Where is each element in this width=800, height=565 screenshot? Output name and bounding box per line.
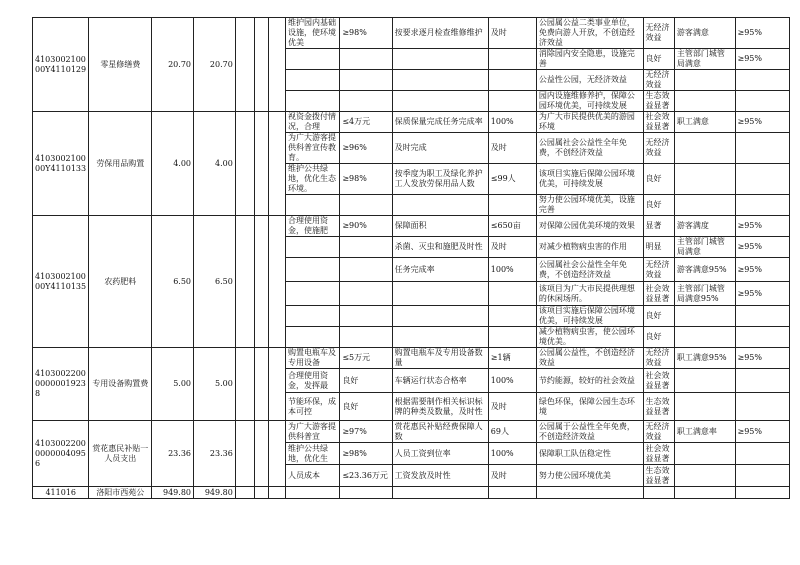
project-amount: 20.70 [194,18,236,112]
indicator-cell: ≥90% [340,216,392,237]
indicator-cell: 无经济效益 [643,258,674,282]
indicator-cell [340,70,392,91]
empty-cell [285,487,339,499]
indicator-cell: 主管部门城管局满意 [674,237,735,258]
indicator-cell [285,237,339,258]
indicator-cell: 生态效益显著 [643,465,674,487]
project-amount: 6.50 [194,216,236,348]
indicator-cell: 社会效益显著 [643,112,674,133]
indicator-cell: 赏花惠民补贴经费保障人数 [392,421,488,443]
indicator-cell: 该项目为广大市民提供理想的休闲场所。 [536,282,643,306]
indicator-cell: 对减少植物病虫害的作用 [536,237,643,258]
indicator-cell: 显著 [643,216,674,237]
empty-cell [254,421,269,487]
empty-cell [235,421,254,487]
indicator-cell: 公园属社会公益性全年免费，不创经济效益 [536,133,643,164]
indicator-cell [674,91,735,112]
indicator-cell: ≥95% [735,18,789,49]
indicator-cell: 公园属于公益性全年免费，不创造经济效益 [536,421,643,443]
indicator-cell [674,195,735,216]
indicator-cell: 节能环保，成本可控 [285,393,339,421]
project-amount: 6.50 [152,216,194,348]
project-name: 农药肥料 [89,216,152,348]
indicator-cell: 合理使用资金，使施肥 [285,216,339,237]
indicator-cell: 公园属社会公益性全年免费，不创造经济效益 [536,258,643,282]
indicator-cell [392,49,488,70]
indicator-cell: 及时 [488,133,536,164]
project-amount: 4.00 [152,112,194,216]
empty-cell [254,348,269,421]
indicator-cell [488,327,536,348]
empty-cell [340,487,392,499]
indicator-cell: 游客满意95% [674,258,735,282]
project-amount: 20.70 [152,18,194,112]
project-name: 劳保用品购置 [89,112,152,216]
empty-cell [488,487,536,499]
indicator-cell: 良好 [643,306,674,327]
project-amount: 5.00 [152,348,194,421]
project-amount: 23.36 [194,421,236,487]
indicator-cell [488,70,536,91]
indicator-cell: 人员成本 [285,465,339,487]
indicator-cell: 努力使公园环境优美 [536,465,643,487]
indicator-cell: ≥95% [735,282,789,306]
indicator-cell [392,327,488,348]
indicator-cell: 任务完成率 [392,258,488,282]
indicator-cell: 69人 [488,421,536,443]
indicator-cell [735,465,789,487]
indicator-cell: 100% [488,443,536,465]
footer-name: 洛阳市西苑公 [89,487,152,499]
indicator-cell: 保质保量完成任务完成率 [392,112,488,133]
table-row [33,348,790,369]
indicator-cell [488,282,536,306]
total-row [33,487,790,499]
empty-cell [269,216,286,348]
project-name: 专用设备购置费 [89,348,152,421]
indicator-cell [340,282,392,306]
table-row [33,18,790,49]
indicator-cell: 对保障公园优美环境的效果 [536,216,643,237]
indicator-cell: 购置电瓶车及专用设备 [285,348,339,369]
indicator-cell [285,49,339,70]
indicator-cell: 车辆运行状态合格率 [392,369,488,393]
table-row [33,421,790,443]
indicator-cell: 及时 [488,465,536,487]
indicator-cell: 100% [488,369,536,393]
indicator-cell: 及时完成 [392,133,488,164]
indicator-cell [735,133,789,164]
indicator-cell: 良好 [340,393,392,421]
indicator-cell: 良好 [643,327,674,348]
indicator-cell: 该项目实施后保障公园环境优美，可持续发展 [536,306,643,327]
indicator-cell: 按季度为职工及绿化养护工人发放劳保用品人数 [392,164,488,195]
indicator-cell [285,70,339,91]
project-amount: 5.00 [194,348,236,421]
project-amount: 4.00 [194,112,236,216]
indicator-cell [392,91,488,112]
indicator-cell: 根据需要制作相关标识标牌的种类及数量，及时性 [392,393,488,421]
table-row [33,112,790,133]
indicator-cell [285,306,339,327]
project-code: 410300210000Y4110133 [33,112,89,216]
indicator-cell: 100% [488,112,536,133]
indicator-cell [340,258,392,282]
empty-cell [269,487,286,499]
indicator-cell: 游客满度 [674,216,735,237]
indicator-cell: 工资发放及时性 [392,465,488,487]
indicator-cell: 保障职工队伍稳定性 [536,443,643,465]
indicator-cell: ≤23.36万元 [340,465,392,487]
empty-cell [269,18,286,112]
indicator-cell: 明显 [643,237,674,258]
indicator-cell: ≤4万元 [340,112,392,133]
indicator-cell: 良好 [643,49,674,70]
project-name: 零星修缮费 [89,18,152,112]
empty-cell [674,487,735,499]
indicator-cell [735,327,789,348]
empty-cell [235,112,254,216]
indicator-cell: 园内设施维修养护，保障公园环境优美，可持续发展 [536,91,643,112]
indicator-cell [340,91,392,112]
indicator-cell: 维护园内基础设施，使环境优美 [285,18,339,49]
indicator-cell: 及时 [488,237,536,258]
indicator-cell: 无经济效益 [643,133,674,164]
indicator-cell [285,91,339,112]
indicator-cell [674,393,735,421]
empty-cell [254,18,269,112]
indicator-cell: ≥95% [735,237,789,258]
indicator-cell [735,443,789,465]
indicator-cell [674,327,735,348]
indicator-cell [488,49,536,70]
indicator-cell: 公园属公益二类事业单位，免费向游人开放，不创造经济效益 [536,18,643,49]
indicator-cell: 维护公共绿地，优化生态环境。 [285,164,339,195]
indicator-cell [285,327,339,348]
empty-cell [235,487,254,499]
indicator-cell: 维护公共绿地，优化生 [285,443,339,465]
footer-amount: 949.80 [194,487,236,499]
indicator-cell: 努力使公园环境优美，设施完善 [536,195,643,216]
indicator-cell: ≤99人 [488,164,536,195]
indicator-cell: 人员工资到位率 [392,443,488,465]
indicator-cell [340,49,392,70]
indicator-cell: 按要求逐月检查维修维护 [392,18,488,49]
indicator-cell [674,443,735,465]
indicator-cell: 无经济效益 [643,348,674,369]
indicator-cell [735,369,789,393]
indicator-cell [674,70,735,91]
indicator-cell [735,393,789,421]
empty-cell [269,348,286,421]
footer-amount: 949.80 [152,487,194,499]
indicator-cell [674,164,735,195]
indicator-cell: ≥1辆 [488,348,536,369]
project-code: 410300220000000040956 [33,421,89,487]
project-name: 赏花惠民补贴一人员支出 [89,421,152,487]
indicator-cell: 视资金拨付情况，合理 [285,112,339,133]
indicator-cell: ≤5万元 [340,348,392,369]
indicator-cell: 主管部门城管局满意95% [674,282,735,306]
indicator-cell: 及时 [488,393,536,421]
empty-cell [235,216,254,348]
indicator-cell: 职工满意95% [674,348,735,369]
empty-cell [269,112,286,216]
indicator-cell: ≥95% [735,421,789,443]
indicator-cell [674,306,735,327]
indicator-cell: 生态效益显著 [643,393,674,421]
indicator-cell: 合理使用资金，发挥最 [285,369,339,393]
empty-cell [392,487,488,499]
indicator-cell [285,258,339,282]
indicator-cell: 为广大游客提供科普宣 [285,421,339,443]
empty-cell [254,112,269,216]
indicator-cell [392,282,488,306]
indicator-cell: 该项目实施后保障公园环境优美，可持续发展 [536,164,643,195]
indicator-cell: 良好 [643,164,674,195]
indicator-cell [735,91,789,112]
indicator-cell [392,306,488,327]
indicator-cell [285,195,339,216]
indicator-cell [674,369,735,393]
indicator-cell: ≥95% [735,258,789,282]
indicator-cell [392,195,488,216]
indicator-cell: 减少植物病虫害，使公园环境优美。 [536,327,643,348]
indicator-cell [340,306,392,327]
indicator-cell: 无经济效益 [643,18,674,49]
project-code: 410300210000Y4110135 [33,216,89,348]
indicator-cell [392,70,488,91]
indicator-cell: ≤650亩 [488,216,536,237]
indicator-cell: ≥98% [340,443,392,465]
indicator-cell: 良好 [340,369,392,393]
indicator-cell [285,282,339,306]
empty-cell [536,487,643,499]
indicator-cell: 主管部门城管局满意 [674,49,735,70]
indicator-cell: 公园属公益性，不创造经济效益 [536,348,643,369]
indicator-cell [674,133,735,164]
indicator-cell: 杀菌、灭虫和施肥及时性 [392,237,488,258]
indicator-cell [735,195,789,216]
footer-code: 411016 [33,487,89,499]
project-code: 410300220000000019238 [33,348,89,421]
empty-cell [735,487,789,499]
indicator-cell: ≥98% [340,164,392,195]
empty-cell [235,348,254,421]
indicator-cell: 100% [488,258,536,282]
indicator-cell: 职工满意 [674,112,735,133]
indicator-cell: 良好 [643,195,674,216]
indicator-cell: 绿色环保，保障公园生态环境 [536,393,643,421]
performance-table [32,17,790,499]
indicator-cell: 及时 [488,18,536,49]
indicator-cell: 购置电瓶车及专用设备数量 [392,348,488,369]
indicator-cell: 无经济效益 [643,70,674,91]
project-amount: 23.36 [152,421,194,487]
indicator-cell: ≥95% [735,348,789,369]
indicator-cell [488,306,536,327]
indicator-cell [735,164,789,195]
indicator-cell: ≥95% [735,49,789,70]
indicator-cell: ≥98% [340,18,392,49]
empty-cell [269,421,286,487]
indicator-cell: 职工满意率 [674,421,735,443]
indicator-cell: 社会效益显著 [643,369,674,393]
empty-cell [235,18,254,112]
table-body [33,18,790,499]
indicator-cell: 为广大游客提供科普宣传教育。 [285,133,339,164]
indicator-cell: 公益性公园，无经济效益 [536,70,643,91]
indicator-cell: ≥95% [735,112,789,133]
empty-cell [643,487,674,499]
indicator-cell [674,465,735,487]
indicator-cell: 无经济效益 [643,421,674,443]
indicator-cell [735,70,789,91]
indicator-cell: ≥97% [340,421,392,443]
indicator-cell [488,195,536,216]
indicator-cell: 消除园内安全隐患，设施完善 [536,49,643,70]
indicator-cell: 社会效益显著 [643,282,674,306]
indicator-cell: 保障面积 [392,216,488,237]
indicator-cell: 节约能源，较好的社会效益 [536,369,643,393]
empty-cell [254,216,269,348]
indicator-cell: 社会效益显著 [643,443,674,465]
indicator-cell [340,195,392,216]
indicator-cell [735,306,789,327]
indicator-cell: 游客满意 [674,18,735,49]
indicator-cell: 为广大市民提供优美的游园环境 [536,112,643,133]
empty-cell [254,487,269,499]
project-code: 410300210000Y4110129 [33,18,89,112]
indicator-cell [340,237,392,258]
indicator-cell [340,327,392,348]
table-row [33,216,790,237]
indicator-cell: ≥96% [340,133,392,164]
indicator-cell: 生态效益显著 [643,91,674,112]
indicator-cell [488,91,536,112]
indicator-cell: ≥95% [735,216,789,237]
